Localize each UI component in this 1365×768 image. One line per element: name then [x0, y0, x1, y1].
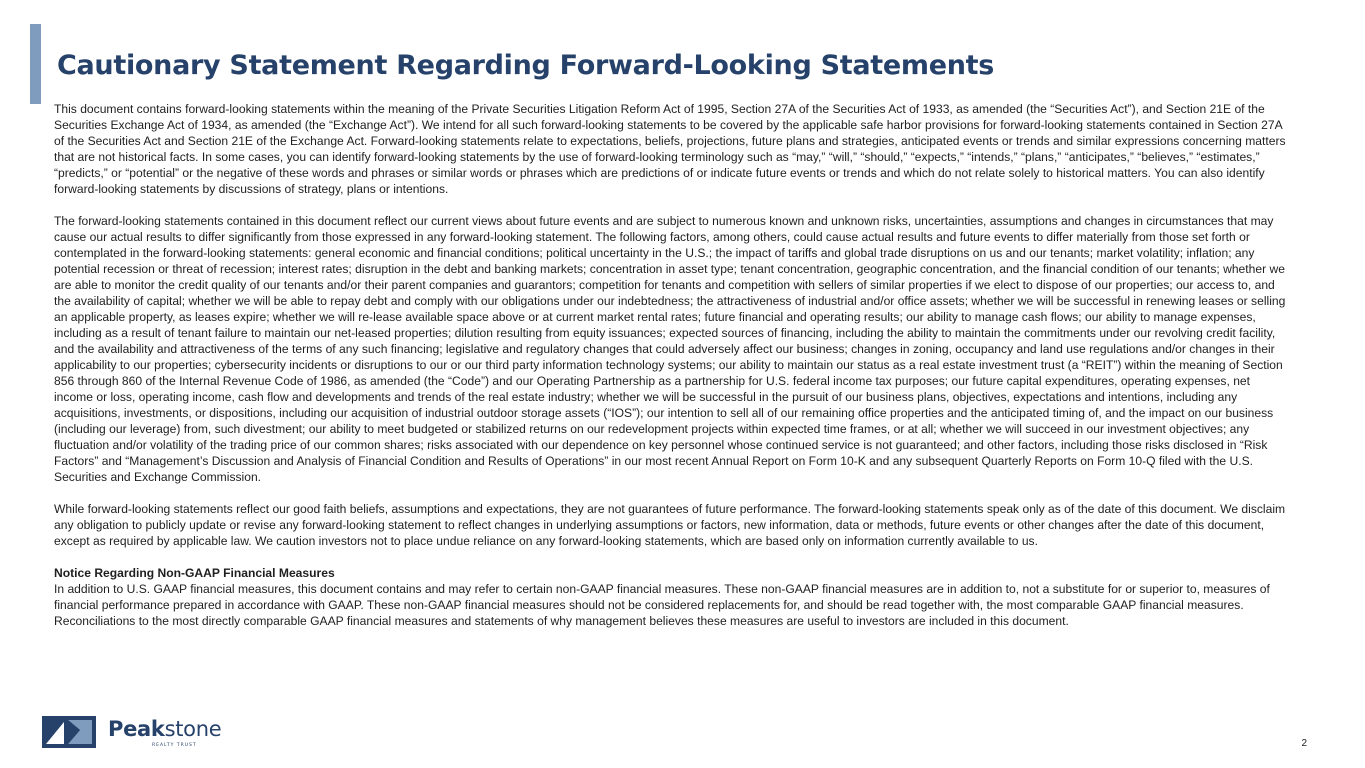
non-gaap-heading: Notice Regarding Non-GAAP Financial Measures	[54, 566, 335, 580]
paragraph-forward-looking-intro: This document contains forward-looking statements within the meaning of the Private Securities Litigation Reform Act of 1995, Section 27A of the Securities Act of 1933, as amended (the “Securities Act”), and Section 21E of the Securities Exchange Act of 1934, as amended (the “Exchange Act”). We intend for all such forward-looking statements to be covered by the applicable safe harbor provisions for forward-looking statements contained in Section 27A of the Securities Act and Section 21E of the Exchange Act. Forward-looking statements relate to expectations, beliefs, projections, future plans and strategies, anticipated events or trends and similar expressions concerning matters that are not historical facts. In some cases, you can identify forward-looking statements by the use of forward-looking terminology such as “may,” “will,” “should,” “expects,” “intends,” “plans,” “anticipates,” “believes,” “estimates,” “predicts,” or “potential” or the negative of these words and phrases or similar words or phrases which are predictions of or indicate future events or trends and which do not relate solely to historical matters. You can also identify forward-looking statements by discussions of strategy, plans or intentions.	[54, 102, 1286, 196]
logo-wordmark	[108, 717, 221, 741]
paragraph-no-guarantee: While forward-looking statements reflect our good faith beliefs, assumptions and expectations, they are not guarantees of future performance. The forward-looking statements speak only as of the date of this document. We disclaim any obligation to publicly update or revise any forward-looking statement to reflect changes in underlying assumptions or factors, new information, data or methods, future events or other changes after the date of this document, except as required by applicable law. We caution investors not to place undue reliance on any forward-looking statements, which are based only on information currently available to us.	[54, 502, 1286, 548]
page-title: Cautionary Statement Regarding Forward-Looking Statements	[57, 50, 995, 81]
logo-wordmark-bold: Peak	[108, 717, 165, 741]
paragraph-risk-factors: The forward-looking statements contained in this document reflect our current views about future events and are subject to numerous known and unknown risks, uncertainties, assumptions and changes in circumstances that may cause our actual results to differ significantly from those expressed in any forward-looking statement. The following factors, among others, could cause actual results and future events to differ materially from those set forth or contemplated in the forward-looking statements: general economic and financial conditions; political uncertainty in the U.S.; the impact of tariffs and global trade disruptions on us and our tenants; market volatility; inflation; any potential recession or threat of recession; interest rates; disruption in the debt and banking markets; concentration in asset type; tenant concentration, geographic concentration, and the financial condition of our tenants; whether we are able to monitor the credit quality of our tenants and/or their parent companies and guarantors; competition for tenants and competition with sellers of similar properties if we elect to dispose of our properties; our access to, and the availability of capital; whether we will be able to repay debt and comply with our obligations under our indebtedness; the attractiveness of industrial and/or office assets; whether we will be successful in renewing leases or selling an applicable property, as leases expire; whether we will re-lease available space above or at current market rental rates; future financial and operating results; our ability to manage cash flows; our ability to manage expenses, including as a result of tenant failure to maintain our net-leased properties; dilution resulting from equity issuances; expected sources of financing, including the ability to maintain the commitments under our revolving credit facility, and the availability and attractiveness of the terms of any such financing; legislative and regulatory changes that could adversely affect our business; changes in zoning, occupancy and land use regulations and/or changes in their applicability to our properties; cybersecurity incidents or disruptions to our or our third party information technology systems; our ability to maintain our status as a real estate investment trust (a “REIT”) within the meaning of Section 856 through 860 of the Internal Revenue Code of 1986, as amended (the “Code”) and our Operating Partnership as a partnership for U.S. federal income tax purposes; our future capital expenditures, operating expenses, net income or loss, operating income, cash flow and developments and trends of the real estate industry; whether we will be successful in the pursuit of our business plans, objectives, expectations and intentions, including any acquisitions, investments, or dispositions, including our acquisition of industrial outdoor storage assets (“IOS”); our intention to sell all of our remaining office properties and the anticipated timing of, and the impact on our business (including our leverage) from, such divestment; our ability to meet budgeted or stabilized returns on our redevelopment projects within expected time frames, or at all; whether we will succeed in our investment objectives; any fluctuation and/or volatility of the trading price of our common shares; risks associated with our dependence on key personnel whose continued service is not guaranteed; and other factors, including those risks disclosed in “Risk Factors” and “Management’s Discussion and Analysis of Financial Condition and Results of Operations” in our most recent Annual Report on Form 10-K and any subsequent Quarterly Reports on Form 10-Q filed with the U.S. Securities and Exchange Commission.	[54, 214, 1286, 484]
title-accent-bar	[30, 24, 41, 104]
page-number: 2	[1301, 738, 1307, 749]
non-gaap-paragraph: In addition to U.S. GAAP financial measures, this document contains and may refer to certain non-GAAP financial measures. These non-GAAP financial measures are in addition to, not a substitute for or superior to, measures of financial performance prepared in accordance with GAAP. These non-GAAP financial measures should not be considered replacements for, and should be read together with, the most comparable GAAP financial measures. Reconciliations to the most directly comparable GAAP financial measures and statements of why management believes these measures are useful to investors are included in this document.	[54, 582, 1270, 628]
peakstone-mountain-icon	[42, 716, 96, 748]
logo-tagline: REALTY TRUST	[152, 743, 197, 748]
disclaimer-body	[54, 101, 1289, 629]
logo-wordmark-regular: stone	[164, 717, 222, 741]
